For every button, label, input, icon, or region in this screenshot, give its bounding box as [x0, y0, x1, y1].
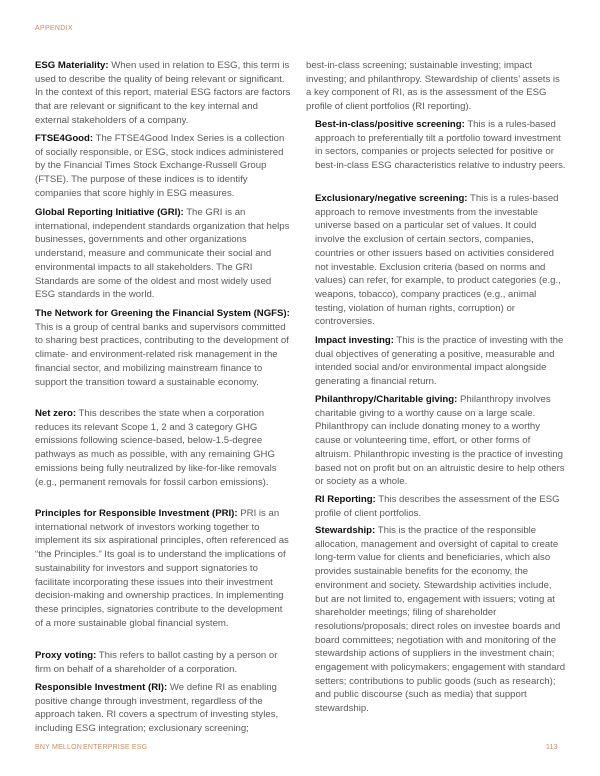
definition: This is a group of central banks and supervisors committed to sharing best practices, contributing to the development of climate- and environment-related risk management in the financial sector, and mobilizing mainstream finance to support the transition toward a sustainable economy. — [35, 321, 289, 388]
term: Global Reporting Initiative (GRI): — [35, 207, 184, 218]
glossary-entry-ri-reporting — [315, 493, 567, 520]
glossary-entry-net-zero — [35, 407, 291, 489]
definition: Philanthropy involves charitable giving to a worthy cause on a large scale. Philanthropy can include donating money to a worthy cause or volunteering time, effort, or other forms of altruism. Philanthropic investing is the practice of investing based not on profit but on an altruistic desire to help others or society as a whole. — [315, 394, 565, 488]
term: Exclusionary/negative screening: — [315, 193, 468, 204]
definition: This is the practice of the responsible allocation, management and oversight of capital to create long-term value for clients and beneficiaries, which also provides sustainable benefits for the economy, the environment and society. Stewardship activities include, but are not limited to, engagement with issuers; voting at shareholder meetings; filing of shareholder resolutions/proposals; direct roles on investee boards and board committees; negotiation with and monitoring of the stewardship actions of suppliers in the investment chain; engagement with policymakers; engagement with standard setters; contributions to public goods (such as research); and public discourse (such as media) that support stewardship. — [315, 525, 566, 715]
term: Responsible Investment (RI): — [35, 682, 168, 693]
definition: This is a rules-based approach to remove investments from the investable universe based on a particular set of values. It could involve the exclusion of certain sectors, companies, countries or other issuers based on activities considered not investable. Exclusion criteria (based on norms and values) can refer, for example, to product categories (e.g., weapons, tobacco), company practices (e.g., animal testing, violation of human rights, corruption) or controversies. — [315, 193, 561, 328]
term: FTSE4Good: — [35, 133, 94, 144]
glossary-entry-proxy-voting — [35, 649, 291, 676]
definition: When used in relation to ESG, this term is used to describe the quality of being relevant or significant. In the context of this report, material ESG factors are factors that are relevant or significant to the key internal and external stakeholders of a company. — [35, 60, 291, 126]
definition: PRI is an international network of investors working together to implement its six aspirational principles, often referenced as “the Principles.” Its goal is to understand the implications of sustainability for investors and support signatories to facilitate incorporating these issues into their investment decision-making and ownership practices. In implementing these principles, signatories contribute to the development of a more sustainable global financial system. — [35, 508, 289, 629]
definition: The GRI is an international, independent standards organization that helps businesses, governments and other organizations understand, measure and communicate their social and environmental impacts to all stakeholders. The GRI Standards are some of the oldest and most widely used ESG standards in the world. — [35, 207, 290, 301]
definition: This refers to ballot casting by a person or firm on behalf of a shareholder of a corporation. — [35, 650, 278, 675]
glossary-entry-stewardship — [315, 524, 567, 716]
definition: This describes the assessment of the ESG profile of client portfolios. — [315, 494, 560, 519]
definition: This describes the state when a corporation reduces its relevant Scope 1, 2 and 3 category GHG emissions following science-based, below-1.5-degree pathways as much as possible, with any remaining GHG emissions being fully neutralized by like-for-like removals (e.g., permanent removals for fossil carbon emissions). — [35, 408, 277, 488]
glossary-entry-philanthropy — [315, 393, 567, 489]
definition: This is the practice of investing with the dual objectives of generating a positive, measurable and intended social and/or environmental impact alongside generating a financial return. — [315, 335, 564, 388]
page-number: 113 — [546, 744, 558, 751]
term: Stewardship: — [315, 525, 376, 536]
glossary-entry-exclusionary — [315, 192, 567, 329]
glossary-entry-responsible-investment — [35, 681, 291, 736]
glossary-entry-pri — [35, 507, 291, 630]
section-header: APPENDIX — [35, 25, 73, 32]
glossary-entry-gri — [35, 206, 291, 302]
term: Proxy voting: — [35, 650, 97, 661]
glossary-entry-ftse4good — [35, 132, 291, 201]
glossary-entry-ngfs — [35, 307, 291, 389]
term: Net zero: — [35, 408, 77, 419]
definition: The FTSE4Good Index Series is a collection of socially responsible, or ESG, stock indices administered by the Financial Times Stock Exchange-Russell Group (FTSE). The purpose of these indices is to identify companies that score highly in ESG measures. — [35, 133, 285, 199]
footer-section: ENTERPRISE ESG — [83, 744, 148, 751]
term: The Network for Greening the Financial System (NGFS): — [35, 308, 290, 319]
definition: This is a rules-based approach to preferentially tilt a portfolio toward investment in sectors, companies or projects selected for positive or best-in-class ESG characteristics relative to industry peers. — [315, 119, 566, 172]
term: Best-in-class/positive screening: — [315, 119, 465, 130]
glossary-entry-esg-materiality — [35, 59, 291, 128]
term: ESG Materiality: — [35, 60, 109, 71]
term: RI Reporting: — [315, 494, 376, 505]
term: Principles for Responsible Investment (PRI): — [35, 508, 238, 519]
glossary-entry-impact-investing — [315, 334, 567, 389]
footer-brand: BNY MELLON — [35, 744, 82, 751]
term: Impact investing: — [315, 335, 394, 346]
definition: We define RI as enabling positive change through investment, regardless of the approach taken. RI covers a spectrum of investing styles, including ESG integration; exclusionary screening; — [35, 682, 279, 735]
term: Philanthropy/Charitable giving: — [315, 394, 458, 405]
responsible-investment-continuation: best-in-class screening; sustainable investing; impact investing; and philanthropy. Stewardship of clients’ assets is a key component of RI, as is the assessment of the ESG profile of client portfolios (RI reporting). — [306, 60, 560, 113]
glossary-entry-best-in-class — [315, 118, 567, 173]
